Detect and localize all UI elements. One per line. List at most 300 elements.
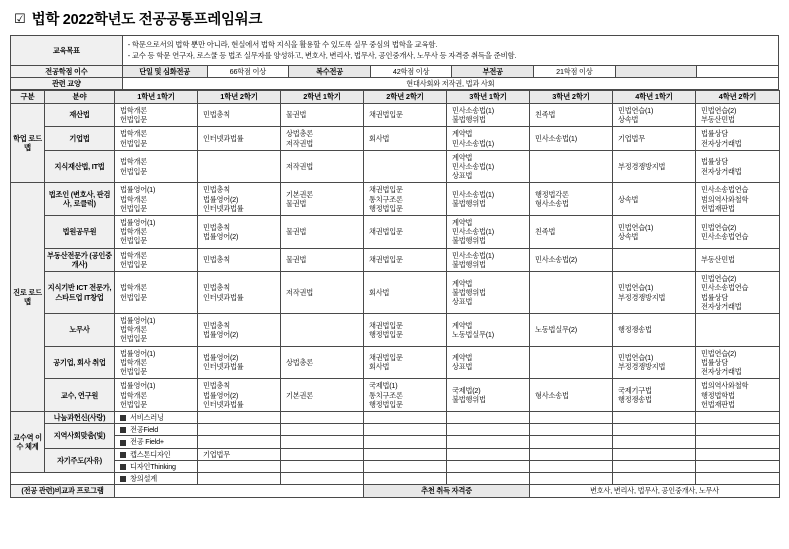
course-item: 통치구조론 [369, 194, 403, 204]
extracurricular-label: (전공 관련)비교과 프로그램 [11, 485, 115, 497]
course-item: 법학개론 [120, 283, 147, 293]
competency-cell-0-5 [530, 411, 613, 423]
course-item: 민법연습(1) [618, 105, 654, 115]
course-item: 민법총칙 [203, 110, 230, 120]
course-cell-1-0-2 [281, 183, 364, 216]
course-item: 저작권법 [286, 161, 313, 171]
competency-cell-4-4 [447, 460, 530, 472]
competency-cell-0-2 [281, 411, 364, 423]
checkbox-icon: ☑ [14, 11, 26, 26]
course-item: 법학개론 [120, 157, 147, 167]
course-cell-0-0-7 [696, 103, 780, 126]
course-cell-0-2-5 [530, 150, 613, 183]
field-label-1-1: 법원공무원 [45, 216, 115, 249]
course-item: 헌법입문 [120, 399, 147, 409]
course-item: 회사법 [369, 287, 390, 297]
course-cell-1-5-1 [198, 346, 281, 379]
course-item: 법학개론 [120, 129, 147, 139]
table-header-row [11, 91, 780, 103]
course-cell-1-6-1 [198, 379, 281, 412]
competency-cell-4-2 [281, 460, 364, 472]
course-item: 불법행위법 [452, 287, 486, 297]
course-item: 채권법입문 [369, 255, 403, 265]
course-item: 민사소송법(1) [535, 133, 577, 143]
course-item: 인터넷과법률 [203, 362, 244, 372]
course-item: 민사소송법연습 [701, 283, 749, 293]
goal-line-2: - 교수 등 학문 연구자, 로스쿨 등 법조 실무자를 양성하고, 변호사, 변리사, 법무사, 공인중개사, 노무사 등 자격증 취득을 준비함. [127, 51, 517, 61]
course-cell-0-0-0 [115, 103, 198, 126]
field-label-0-0: 재산법 [45, 103, 115, 126]
cert-value: 변호사, 변리사, 법무사, 공인중개사, 노무사 [530, 485, 780, 497]
course-cell-1-4-2 [281, 314, 364, 347]
field-label-1-5: 공기업, 회사 취업 [45, 346, 115, 379]
competency-cell-1-4 [447, 424, 530, 436]
course-item: 법률영어(1) [120, 218, 156, 228]
table-row [11, 411, 780, 423]
course-item: 민법총칙 [203, 320, 230, 330]
competency-cell-3-5 [530, 448, 613, 460]
course-cell-0-1-3 [364, 127, 447, 150]
competency-label-text: 교수역 이수 체계 [13, 432, 42, 452]
course-cell-1-1-6 [613, 216, 696, 249]
competency-item-2-0: 캡스톤디자인 [130, 449, 171, 459]
course-cell-1-6-3 [364, 379, 447, 412]
course-cell-1-0-6 [613, 183, 696, 216]
goals-content [122, 36, 778, 66]
course-cell-0-1-6 [613, 127, 696, 150]
field-label-1-0: 법조인 (변호사, 판검사, 로클럭) [45, 183, 115, 216]
field-label-1-6: 교수, 연구원 [45, 379, 115, 412]
competency-field-2: 자기주도(자유) [45, 448, 115, 472]
credit-value-0: 66학점 이상 [207, 65, 289, 77]
course-item: 계약법 [452, 278, 473, 288]
col-header-5: 2학년 2학기 [364, 91, 447, 103]
goals-label: 교육목표 [11, 36, 123, 66]
course-cell-0-1-1 [198, 127, 281, 150]
course-item: 전자상거래법 [701, 367, 742, 377]
course-item: 인터넷과법률 [203, 292, 244, 302]
competency-cell-0-1 [198, 411, 281, 423]
col-header-4: 2학년 1학기 [281, 91, 364, 103]
field-label-1-2: 부동산전문가 (공인중개사) [45, 248, 115, 271]
competency-cell-0-6 [613, 411, 696, 423]
competency-cell-3-4 [447, 448, 530, 460]
course-item: 국제법(2) [452, 385, 481, 395]
table-row-footer [11, 485, 780, 497]
course-item: 불법행위법 [452, 259, 486, 269]
course-item: 행정쟁송법 [618, 325, 652, 335]
table-row [11, 150, 780, 183]
table-row [11, 248, 780, 271]
table-row [11, 314, 780, 347]
course-cell-1-1-0 [115, 216, 198, 249]
course-item: 통치구조론 [369, 390, 403, 400]
course-item: 행정법각론 [535, 189, 569, 199]
competency-cell-1-3 [364, 424, 447, 436]
course-item: 헌법입문 [120, 115, 147, 125]
course-item: 상표법 [452, 362, 473, 372]
course-item: 기본권론 [286, 390, 313, 400]
competency-cell-5-4 [447, 473, 530, 485]
competency-cell-1-7 [696, 424, 780, 436]
course-item: 부정경쟁방지법 [618, 161, 666, 171]
competency-cell-5-0 [115, 473, 198, 485]
course-item: 헌법재판법 [701, 399, 735, 409]
competency-cell-2-2 [281, 436, 364, 448]
group-label-1 [11, 183, 45, 412]
course-item: 부정경쟁방지법 [618, 292, 666, 302]
competency-cell-1-0 [115, 424, 198, 436]
course-cell-0-2-4 [447, 150, 530, 183]
table-row [11, 436, 780, 448]
course-item: 법률영어(2) [203, 390, 239, 400]
course-item: 법학개론 [120, 105, 147, 115]
course-item: 민법총칙 [203, 381, 230, 391]
bullet-square-icon [120, 464, 126, 470]
course-item: 전자상거래법 [701, 166, 742, 176]
course-item: 헌법입문 [120, 236, 147, 246]
course-cell-1-1-2 [281, 216, 364, 249]
competency-cell-4-1 [198, 460, 281, 472]
course-cell-0-1-2 [281, 127, 364, 150]
competency-cell-1-5 [530, 424, 613, 436]
competency-cell-2-7 [696, 436, 780, 448]
course-item: 범의역사와철학 [701, 194, 749, 204]
competency-cell-3-3 [364, 448, 447, 460]
course-cell-1-4-7 [696, 314, 780, 347]
course-item: 계약법 [452, 129, 473, 139]
table-row [11, 216, 780, 249]
credit-name-0: 단일 및 심화전공 [122, 65, 207, 77]
cert-label: 추천 취득 자격증 [364, 485, 530, 497]
competency-item-3-0: 디자인Thinking [130, 461, 176, 471]
course-item: 불법행위법 [452, 236, 486, 246]
col-header-8: 4학년 1학기 [613, 91, 696, 103]
course-cell-1-6-6 [613, 379, 696, 412]
table-row [11, 448, 780, 460]
field-label-0-2: 지식재산법, IT법 [45, 150, 115, 183]
group-label-0 [11, 103, 45, 183]
course-item: 헌법입문 [120, 259, 147, 269]
course-item: 부동산민법 [701, 255, 735, 265]
competency-cell-2-4 [447, 436, 530, 448]
course-item: 인터넷과법률 [203, 203, 244, 213]
roadmap-table [10, 90, 780, 497]
competency-cell-0-7 [696, 411, 780, 423]
course-item: 노동법실무(1) [452, 329, 494, 339]
col-header-3: 1학년 2학기 [198, 91, 281, 103]
course-cell-1-5-5 [530, 346, 613, 379]
competency-cell-4-7 [696, 460, 780, 472]
course-item: 민법총칙 [203, 283, 230, 293]
bullet-square-icon [120, 415, 126, 421]
course-item: 계약법 [452, 353, 473, 363]
course-cell-1-1-4 [447, 216, 530, 249]
course-item: 법학개론 [120, 227, 147, 237]
course-cell-1-0-4 [447, 183, 530, 216]
course-item: 민사소송법(1) [452, 105, 494, 115]
col-header-9: 4학년 2학기 [696, 91, 780, 103]
course-cell-0-2-3 [364, 150, 447, 183]
table-row-credits [11, 65, 779, 77]
table-row [11, 272, 780, 314]
course-item: 부정경쟁방지법 [618, 362, 666, 372]
liberal-label: 관련 교양 [11, 78, 123, 90]
course-item: 상법총론 [286, 129, 313, 139]
course-item: 헌법입문 [120, 367, 147, 377]
course-item: 상속법 [618, 115, 639, 125]
course-item: 기본권론 [286, 189, 313, 199]
competency-cell-5-5 [530, 473, 613, 485]
course-cell-1-3-0 [115, 272, 198, 314]
course-item: 물권법 [286, 227, 307, 237]
course-cell-1-3-4 [447, 272, 530, 314]
group-label-0-text: 학업 로드맵 [13, 133, 42, 153]
competency-cell-1-2 [281, 424, 364, 436]
competency-cell-5-7 [696, 473, 780, 485]
course-cell-1-0-7 [696, 183, 780, 216]
competency-cell-3-0 [115, 448, 198, 460]
competency-item-1-1: 전공 Field+ [130, 437, 164, 447]
bullet-square-icon [120, 476, 126, 482]
course-cell-0-0-6 [613, 103, 696, 126]
competency-field-0: 나눔과헌신(사랑) [45, 411, 115, 423]
credit-name-1: 복수전공 [289, 65, 371, 77]
course-item: 행정쟁송법 [618, 395, 652, 405]
competency-cell-4-0 [115, 460, 198, 472]
course-cell-1-3-1 [198, 272, 281, 314]
table-row-liberal [11, 78, 779, 90]
course-cell-1-2-5 [530, 248, 613, 271]
course-item: 법학개론 [120, 250, 147, 260]
course-item: 불법행위법 [452, 115, 486, 125]
liberal-value: 현대사회와 저작권, 법과 사회 [122, 78, 778, 90]
course-item: 민법연습(2) [701, 348, 737, 358]
course-item: 민법총칙 [203, 255, 230, 265]
course-cell-1-5-0 [115, 346, 198, 379]
competency-cell-1-6 [613, 424, 696, 436]
competency-cell-3-7 [696, 448, 780, 460]
course-item: 채권법입문 [369, 227, 403, 237]
credit-value-2: 21학점 이상 [534, 65, 616, 77]
table-row [11, 346, 780, 379]
course-item: 국제기구법 [618, 385, 652, 395]
competency-cell-4-5 [530, 460, 613, 472]
course-item: 헌법입문 [120, 292, 147, 302]
course-item: 민법연습(1) [618, 283, 654, 293]
course-item: 법학개론 [120, 390, 147, 400]
course-item: 민사소송법(1) [452, 138, 494, 148]
competency-cell-0-4 [447, 411, 530, 423]
course-cell-1-4-1 [198, 314, 281, 347]
competency-cell-4-6 [613, 460, 696, 472]
table-row [11, 473, 780, 485]
field-label-0-1: 기업법 [45, 127, 115, 150]
course-item: 민법총칙 [203, 185, 230, 195]
course-item: 계약법 [452, 320, 473, 330]
course-cell-1-5-6 [613, 346, 696, 379]
course-item: 법학개론 [120, 325, 147, 335]
course-item: 법률상담 [701, 292, 728, 302]
course-item: 법률영어(1) [120, 348, 156, 358]
course-cell-1-6-0 [115, 379, 198, 412]
competency-cell-3-6 [613, 448, 696, 460]
course-cell-1-0-1 [198, 183, 281, 216]
course-cell-1-2-0 [115, 248, 198, 271]
course-item: 친족법 [535, 227, 556, 237]
course-item: 상속법 [618, 231, 639, 241]
table-row [11, 103, 780, 126]
course-cell-1-5-2 [281, 346, 364, 379]
course-cell-0-2-1 [198, 150, 281, 183]
course-item: 부동산민법 [701, 115, 735, 125]
course-item: 불법행위법 [452, 199, 486, 209]
course-item: 민사소송법(1) [452, 250, 494, 260]
course-cell-0-0-2 [281, 103, 364, 126]
field-label-1-3: 지식기반 ICT 전문가, 스타트업 IT창업 [45, 272, 115, 314]
competency-item-4-0: 창의설계 [130, 474, 157, 484]
course-item: 민법연습(1) [618, 222, 654, 232]
competency-cell-0-0 [115, 411, 198, 423]
table-row [11, 424, 780, 436]
competency-cell-1-1 [198, 424, 281, 436]
course-cell-0-2-0 [115, 150, 198, 183]
course-cell-0-0-4 [447, 103, 530, 126]
course-item: 계약법 [452, 152, 473, 162]
course-cell-1-0-0 [115, 183, 198, 216]
course-item: 법률영어(1) [120, 316, 156, 325]
course-item: 채권법입문 [369, 110, 403, 120]
course-item: 전자상거래법 [701, 301, 742, 311]
course-item: 불법행위법 [452, 395, 486, 405]
course-item: 저작권법 [286, 138, 313, 148]
course-item: 민사소송법(1) [452, 161, 494, 171]
course-cell-1-4-5 [530, 314, 613, 347]
credit-name-3 [615, 65, 697, 77]
course-cell-1-3-2 [281, 272, 364, 314]
table-row [11, 379, 780, 412]
course-cell-0-2-7 [696, 150, 780, 183]
col-header-1: 분야 [45, 91, 115, 103]
credit-value-1: 42학점 이상 [370, 65, 452, 77]
course-cell-1-3-6 [613, 272, 696, 314]
course-cell-1-2-1 [198, 248, 281, 271]
field-label-1-4: 노무사 [45, 314, 115, 347]
course-cell-1-1-7 [696, 216, 780, 249]
course-item: 국제법(1) [369, 381, 398, 391]
course-cell-0-0-1 [198, 103, 281, 126]
course-item: 법률상담 [701, 357, 728, 367]
course-cell-1-1-1 [198, 216, 281, 249]
course-item: 물권법 [286, 110, 307, 120]
course-item: 법률영어(2) [203, 353, 239, 363]
course-cell-1-2-7 [696, 248, 780, 271]
course-item: 노동법실무(2) [535, 325, 577, 335]
course-cell-1-5-3 [364, 346, 447, 379]
group-label-1-text: 진로 로드맵 [13, 287, 42, 307]
course-item: 행정법학법 [701, 390, 735, 400]
competency-label [11, 411, 45, 472]
course-item: 법률영어(2) [203, 329, 239, 339]
course-item: 헌법입문 [120, 334, 147, 344]
competency-item-0-0: 서비스러닝 [130, 412, 164, 422]
competency-cell-2-3 [364, 436, 447, 448]
course-item: 채권법입문 [369, 185, 403, 195]
course-item: 법률영어(1) [120, 381, 156, 391]
table-row [11, 127, 780, 150]
competency-cell-2-6 [613, 436, 696, 448]
course-cell-0-1-7 [696, 127, 780, 150]
bullet-square-icon [120, 440, 126, 446]
course-cell-1-6-7 [696, 379, 780, 412]
course-item: 법률영어(2) [203, 231, 239, 241]
course-cell-1-4-6 [613, 314, 696, 347]
course-item: 행정법입문 [369, 203, 403, 213]
course-item: 법률영어(2) [203, 194, 239, 204]
course-cell-0-1-5 [530, 127, 613, 150]
course-item: 헌법입문 [120, 203, 147, 213]
competency-cell-5-3 [364, 473, 447, 485]
course-cell-1-4-3 [364, 314, 447, 347]
course-cell-1-5-7 [696, 346, 780, 379]
course-item: 헌법입문 [120, 166, 147, 176]
course-cell-1-2-6 [613, 248, 696, 271]
course-item: 민사소송법(2) [535, 255, 577, 265]
competency-cell-0-3 [364, 411, 447, 423]
credit-value-3 [697, 65, 779, 77]
page-title-text: 법학 2022학년도 전공공통프레임워크 [31, 12, 263, 28]
competency-cell-3-2 [281, 448, 364, 460]
competency-cell-5-2 [281, 473, 364, 485]
course-item: 민사소송법연습 [701, 231, 749, 241]
course-cell-1-1-5 [530, 216, 613, 249]
course-cell-0-1-0 [115, 127, 198, 150]
course-item: 형사소송법 [535, 199, 569, 209]
course-item: 법률영어(1) [120, 185, 156, 195]
course-cell-1-2-2 [281, 248, 364, 271]
course-cell-1-6-5 [530, 379, 613, 412]
course-item: 민사소송법(1) [452, 189, 494, 199]
competency-item-1-0: 전공Field [130, 425, 159, 435]
col-header-2: 1학년 1학기 [115, 91, 198, 103]
course-item: 민사소송법(1) [452, 227, 494, 237]
course-item: 채권법입문 [369, 353, 403, 363]
course-cell-1-2-3 [364, 248, 447, 271]
course-item: 회사법 [369, 133, 390, 143]
course-item: 헌법재판법 [701, 203, 735, 213]
table-row-goals [11, 36, 779, 66]
course-cell-0-0-3 [364, 103, 447, 126]
course-item: 법률상담 [701, 157, 728, 167]
competency-cell-2-0 [115, 436, 198, 448]
course-item: 저작권법 [286, 287, 313, 297]
course-item: 회사법 [369, 362, 390, 372]
course-cell-1-3-7 [696, 272, 780, 314]
course-cell-1-0-3 [364, 183, 447, 216]
bullet-square-icon [120, 427, 126, 433]
course-item: 민법총칙 [203, 222, 230, 232]
course-cell-1-6-4 [447, 379, 530, 412]
course-cell-0-0-5 [530, 103, 613, 126]
course-cell-1-1-3 [364, 216, 447, 249]
course-item: 물권법 [286, 199, 307, 209]
course-item: 민법연습(2) [701, 274, 737, 284]
course-item: 민법연습(2) [701, 105, 737, 115]
course-cell-0-2-6 [613, 150, 696, 183]
course-item: 친족법 [535, 110, 556, 120]
course-item: 형사소송법 [535, 390, 569, 400]
col-header-6: 3학년 1학기 [447, 91, 530, 103]
